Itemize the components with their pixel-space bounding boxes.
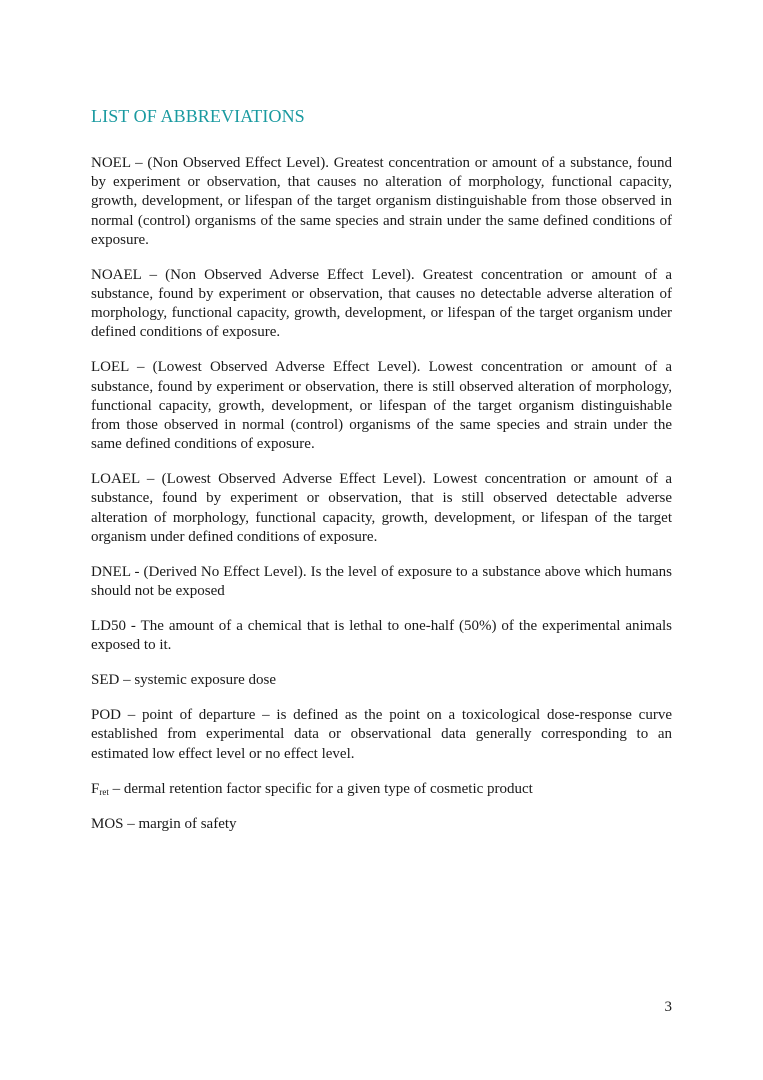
abbreviation-loael: LOAEL – (Lowest Observed Adverse Effect Level). Lowest concentration or amount of a substance, found by experiment or observation, that is still observed detectable adverse alteration of morphology, functional capacity, growth, development, or lifespan of the target organism under defined conditions of exposure. <box>91 471 672 545</box>
abbreviation-pod: POD – point of departure – is defined as the point on a toxicological dose-response curve established from experimental data or observational data generally corresponding to an estimated low effect level or no effect level. <box>91 707 672 762</box>
fret-definition: – dermal retention factor specific for a given type of cosmetic product <box>108 780 533 797</box>
abbreviation-ld50: LD50 - The amount of a chemical that is lethal to one-half (50%) of the experimental animals exposed to it. <box>91 618 672 654</box>
abbreviation-loel: LOEL – (Lowest Observed Adverse Effect Level). Lowest concentration or amount of a substance, found by experiment or observation, there is still observed alteration of morphology, functional capacity, growth, development, or lifespan of the target organism distinguishable from those observed in normal (control) organisms of the same species and strain under the same defined conditions of exposure. <box>91 359 672 453</box>
abbreviation-sed: SED – systemic exposure dose <box>91 672 276 689</box>
abbreviation-list <box>91 154 672 850</box>
fret-symbol: F <box>91 780 100 797</box>
page-number: 3 <box>664 999 672 1015</box>
abbreviation-mos: MOS – margin of safety <box>91 815 237 832</box>
abbreviation-fret <box>91 780 672 799</box>
page-heading: LIST OF ABBREVIATIONS <box>91 106 305 126</box>
abbreviation-noael: NOAEL – (Non Observed Adverse Effect Level). Greatest concentration or amount of a substance, found by experiment or observation, that causes no detectable adverse alteration of morphology, functional capacity, growth, development, or lifespan of the target organism under defined conditions of exposure. <box>91 266 672 341</box>
abbreviation-noel: NOEL – (Non Observed Effect Level). Greatest concentration or amount of a substance, found by experiment or observation, that causes no alteration of morphology, functional capacity, growth, development, or lifespan of the target organism distinguishable from those observed in normal (control) organisms of the same species and strain under the same defined conditions of exposure. <box>91 155 672 248</box>
abbreviation-dnel: DNEL - (Derived No Effect Level). Is the level of exposure to a substance above which humans should not be exposed <box>91 563 672 600</box>
fret-subscript: ret <box>99 786 109 797</box>
